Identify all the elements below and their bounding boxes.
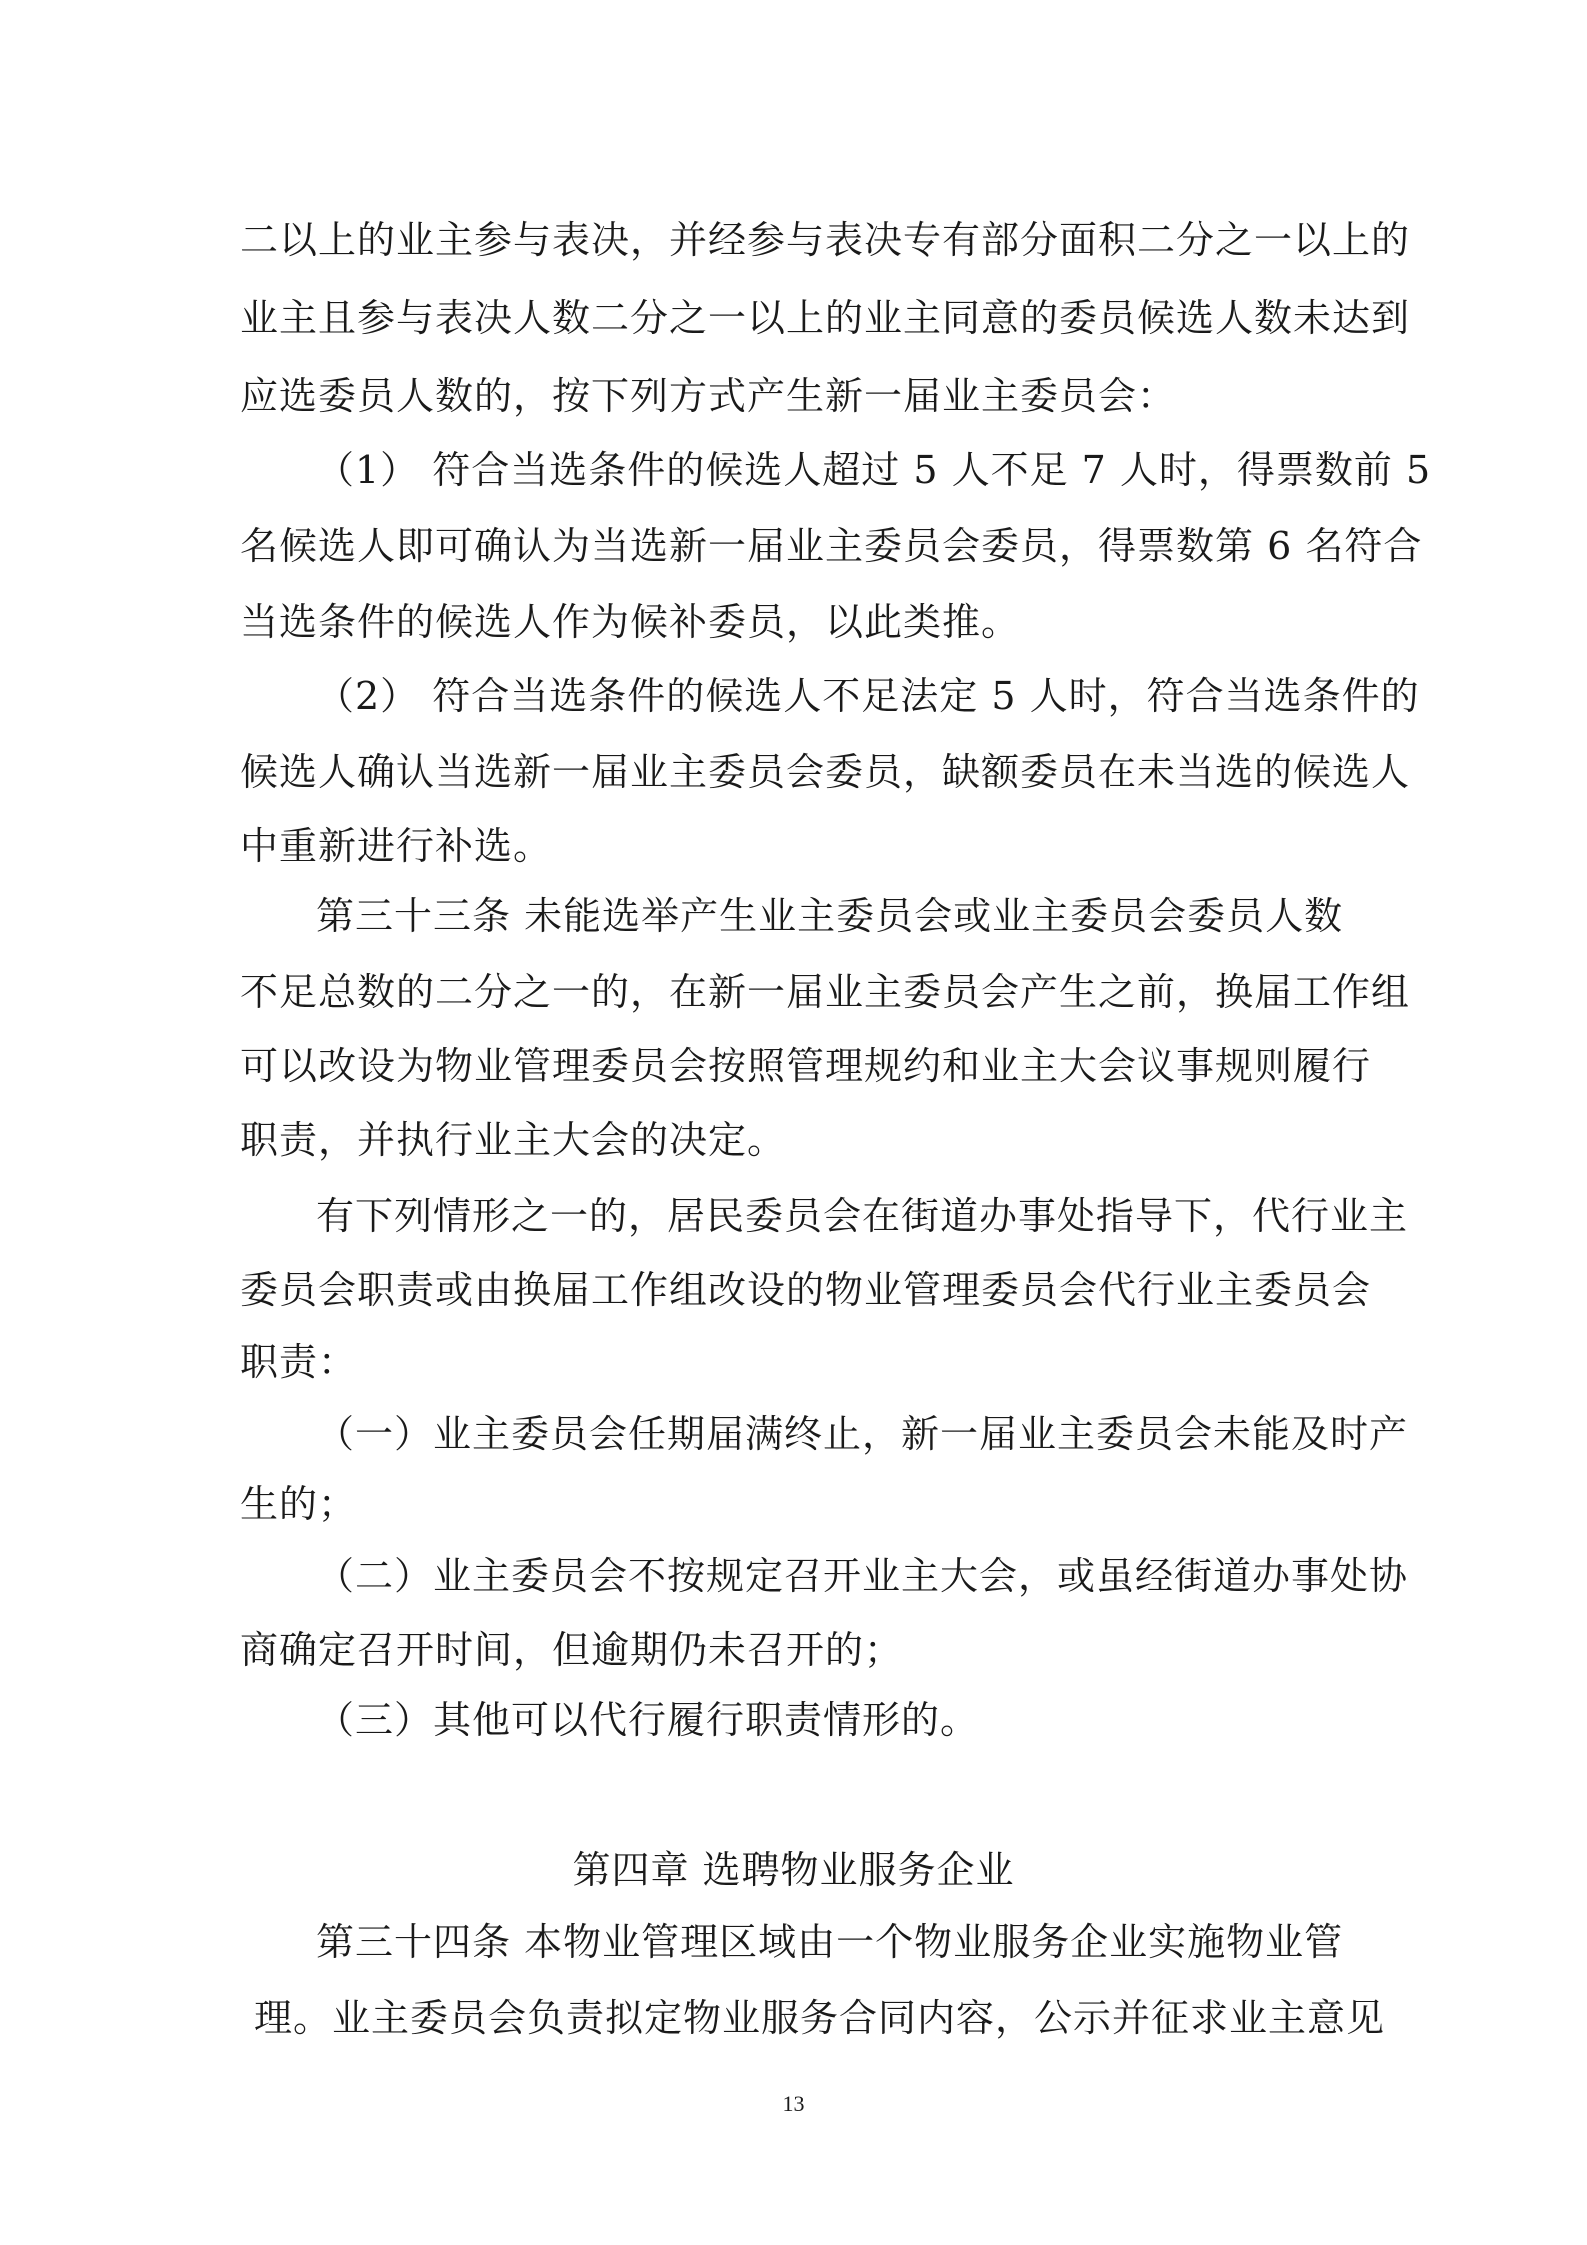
text-line: 业主且参与表决人数二分之一以上的业主同意的委员候选人数未达到 xyxy=(240,296,1411,340)
text-line: 有下列情形之一的，居民委员会在街道办事处指导下，代行业主 xyxy=(316,1194,1409,1238)
text-line: 中重新进行补选。 xyxy=(240,824,553,868)
text-line: 当选条件的候选人作为候补委员，以此类推。 xyxy=(240,600,1021,644)
text-line: 二以上的业主参与表决，并经参与表决专有部分面积二分之一以上的 xyxy=(240,218,1411,262)
text-line: 第三十三条 未能选举产生业主委员会或业主委员会委员人数 xyxy=(316,894,1344,938)
text-line: 职责： xyxy=(240,1340,358,1384)
text-line: 不足总数的二分之一的，在新一届业主委员会产生之前，换届工作组 xyxy=(240,970,1411,1014)
page-number: 13 xyxy=(782,2091,805,2116)
text-line: 委员会职责或由换届工作组改设的物业管理委员会代行业主委员会 xyxy=(240,1268,1372,1312)
text-line: 可以改设为物业管理委员会按照管理规约和业主大会议事规则履行 xyxy=(240,1044,1372,1088)
chapter-heading: 第四章 选聘物业服务企业 xyxy=(572,1848,1015,1892)
text-line: （2） 符合当选条件的候选人不足法定 5 人时，符合当选条件的 xyxy=(316,674,1420,718)
text-line: 应选委员人数的，按下列方式产生新一届业主委员会： xyxy=(240,374,1177,418)
text-line: （一）业主委员会任期届满终止，新一届业主委员会未能及时产 xyxy=(316,1412,1409,1456)
text-line: 候选人确认当选新一届业主委员会委员，缺额委员在未当选的候选人 xyxy=(240,750,1411,794)
text-line: （三）其他可以代行履行职责情形的。 xyxy=(316,1698,980,1742)
text-line: 第三十四条 本物业管理区域由一个物业服务企业实施物业管 xyxy=(316,1920,1344,1964)
text-line: （1） 符合当选条件的候选人超过 5 人不足 7 人时，得票数前 5 xyxy=(316,448,1432,492)
text-line: 名候选人即可确认为当选新一届业主委员会委员，得票数第 6 名符合 xyxy=(240,524,1423,568)
text-line: 商确定召开时间，但逾期仍未召开的； xyxy=(240,1628,904,1672)
text-line: 理。业主委员会负责拟定物业服务合同内容，公示并征求业主意见 xyxy=(254,1996,1386,2040)
text-line: 职责，并执行业主大会的决定。 xyxy=(240,1118,787,1162)
text-line: 生的； xyxy=(240,1482,358,1526)
text-line: （二）业主委员会不按规定召开业主大会，或虽经街道办事处协 xyxy=(316,1554,1409,1598)
